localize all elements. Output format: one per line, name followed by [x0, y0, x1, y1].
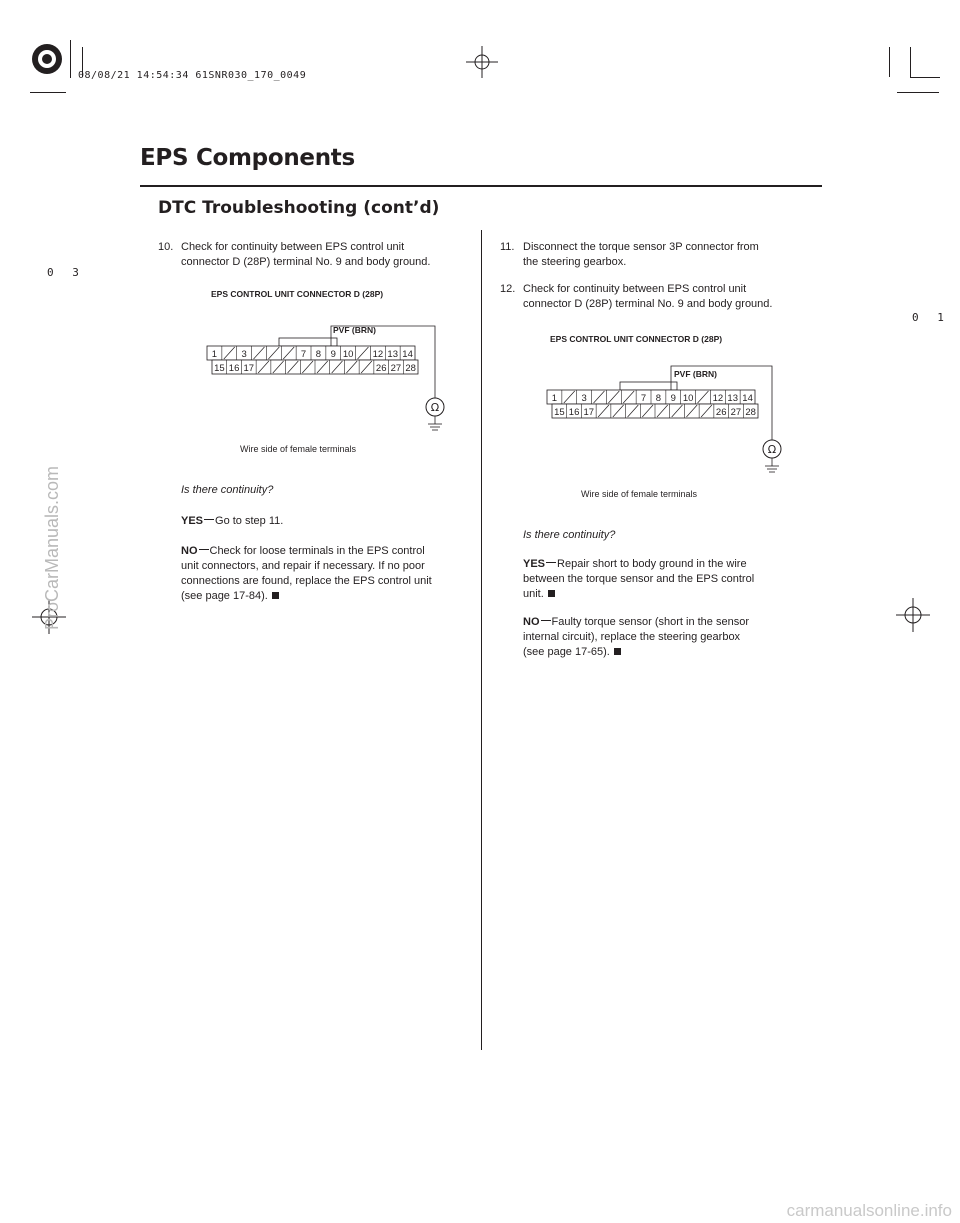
- bottom-watermark: carmanualsonline.info: [786, 1201, 952, 1220]
- figure-note: Wire side of female terminals: [581, 489, 698, 499]
- step-text-line: Disconnect the torque sensor 3P connector from: [523, 241, 759, 253]
- step-number: 10.: [158, 241, 174, 253]
- terminal-number: 13: [387, 349, 399, 360]
- crop-line: [70, 40, 71, 78]
- step-text-line: connector D (28P) terminal No. 9 and body ground.: [523, 298, 773, 310]
- crop-line: [910, 77, 940, 78]
- terminal-number: 8: [315, 349, 322, 360]
- no-text-line: unit connectors, and repair if necessary. If no poor: [181, 560, 425, 572]
- terminal-number: 26: [375, 363, 387, 374]
- print-timestamp: 08/08/21 14:54:34 61SNR030_170_0049: [78, 70, 307, 81]
- yes-text-line: Repair short to body ground in the wire: [557, 558, 747, 570]
- terminal-number: 8: [655, 393, 662, 404]
- step-11: [500, 240, 820, 270]
- step-text-line: connector D (28P) terminal No. 9 and body ground.: [181, 256, 431, 268]
- terminal-number: 12: [712, 393, 724, 404]
- question: Is there continuity?: [181, 484, 274, 496]
- step-number: 12.: [500, 283, 516, 295]
- terminal-number: 15: [214, 363, 225, 374]
- crop-line: [910, 47, 911, 77]
- no-text-line: Faulty torque sensor (short in the sensor: [551, 616, 749, 628]
- registration-target-top-left: [30, 42, 64, 76]
- connector-drawing: [540, 360, 800, 480]
- wire-label: PVF (BRN): [333, 325, 376, 335]
- title-rule: [140, 185, 822, 187]
- step-text-line: Check for continuity between EPS control unit: [181, 241, 405, 253]
- side-mark-left: 0 3: [47, 266, 85, 279]
- crop-line: [897, 92, 939, 93]
- no-text-line: internal circuit), replace the steering gearbox: [523, 631, 741, 643]
- svg-text:Ω: Ω: [430, 401, 440, 414]
- terminal-number: 10: [342, 349, 354, 360]
- connector-caption: EPS CONTROL UNIT CONNECTOR D (28P): [211, 289, 384, 299]
- crosshair-right: [896, 598, 930, 632]
- terminal-number: 15: [554, 407, 565, 418]
- terminal-number: 1: [211, 349, 218, 360]
- terminal-number: 13: [727, 393, 739, 404]
- end-square-icon: [272, 592, 279, 599]
- connector-diagram-left: [200, 316, 460, 436]
- side-mark-right: 0 1: [912, 311, 950, 324]
- no-text-line: Check for loose terminals in the EPS control: [209, 545, 425, 557]
- connector-drawing: [200, 316, 460, 436]
- connector-diagram-right: [540, 360, 800, 480]
- no-label: NO: [181, 545, 198, 557]
- yes-text-line: between the torque sensor and the EPS control: [523, 573, 755, 585]
- terminal-number: 17: [243, 363, 255, 374]
- page-title: EPS Components: [140, 145, 355, 171]
- step-12: [500, 282, 820, 312]
- terminal-number: 12: [372, 349, 384, 360]
- column-divider: [481, 230, 482, 1050]
- terminal-number: 27: [390, 363, 402, 374]
- terminal-number: 1: [551, 393, 558, 404]
- connector-caption: EPS CONTROL UNIT CONNECTOR D (28P): [550, 334, 723, 344]
- terminal-number: 16: [568, 407, 580, 418]
- crop-line: [30, 92, 66, 93]
- end-square-icon: [614, 648, 621, 655]
- terminal-number: 26: [715, 407, 727, 418]
- yes-text-line: unit.: [523, 588, 544, 600]
- no-text-line: (see page 17-65).: [523, 646, 610, 658]
- no-text-line: connections are found, replace the EPS control unit: [181, 575, 432, 587]
- figure-note: Wire side of female terminals: [240, 444, 357, 454]
- terminal-number: 7: [300, 349, 307, 360]
- no-text-line: (see page 17-84).: [181, 590, 268, 602]
- yes-label: YES: [181, 515, 204, 527]
- terminal-number: 16: [228, 363, 240, 374]
- terminal-number: 7: [640, 393, 647, 404]
- end-square-icon: [548, 590, 555, 597]
- terminal-number: 17: [583, 407, 595, 418]
- terminal-number: 14: [742, 393, 753, 404]
- step-text-line: the steering gearbox.: [523, 256, 627, 268]
- step-text-line: Check for continuity between EPS control unit: [523, 283, 747, 295]
- no-label: NO: [523, 616, 540, 628]
- yes-text: Go to step 11.: [215, 515, 284, 527]
- terminal-number: 9: [330, 349, 336, 360]
- no-answer: [181, 544, 476, 604]
- step-10: [158, 240, 478, 270]
- terminal-number: 14: [402, 349, 413, 360]
- crop-line: [889, 47, 890, 77]
- terminal-number: 28: [405, 363, 416, 374]
- terminal-number: 27: [730, 407, 742, 418]
- crosshair-top: [466, 46, 498, 78]
- no-answer: [523, 615, 818, 660]
- terminal-number: 3: [581, 393, 587, 404]
- yes-answer: [181, 514, 471, 529]
- yes-label: YES: [523, 558, 546, 570]
- yes-answer: [523, 557, 813, 602]
- wire-label: PVF (BRN): [674, 369, 717, 379]
- side-watermark: ProCarManuals.com: [42, 465, 62, 630]
- terminal-number: 10: [682, 393, 694, 404]
- terminal-number: 3: [241, 349, 247, 360]
- step-number: 11.: [500, 241, 515, 253]
- svg-text:Ω: Ω: [767, 443, 777, 456]
- terminal-number: 9: [670, 393, 676, 404]
- section-subtitle: DTC Troubleshooting (cont’d): [158, 198, 440, 218]
- question: Is there continuity?: [523, 529, 616, 541]
- terminal-number: 28: [745, 407, 756, 418]
